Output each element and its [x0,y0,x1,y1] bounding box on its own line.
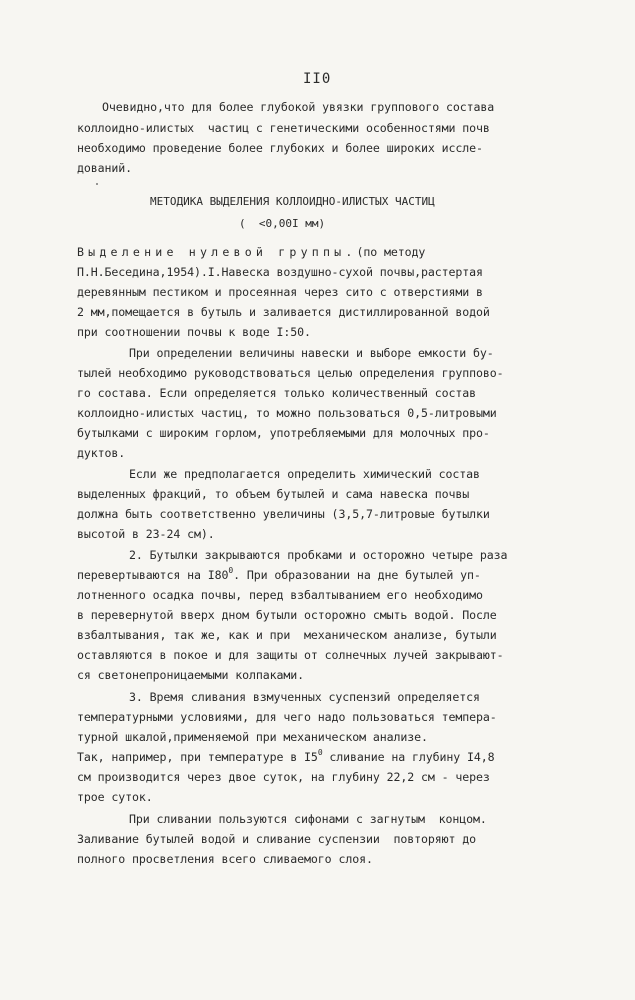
para5-line: трое суток. [77,790,153,804]
section1-line: деревянным пестиком и просеянная через сито с отверстиями в [77,285,483,299]
spaced-lead: Выделение нулевой группы. [77,245,357,259]
section1-line: П.Н.Беседина,1954).I.Навеска воздушно-сухой почвы,растертая [77,265,483,279]
degree-superscript: 0 [228,566,234,575]
stray-mark [96,183,98,185]
para5-line [77,750,495,764]
para4-line: лотненного осадка почвы, перед взбалтыванием его необходимо [77,588,483,602]
para4-line: оставляются в покое и для защиты от солнечных лучей закрывают- [77,648,504,662]
intro-line: Очевидно,что для более глубокой увязки группового состава [102,100,495,114]
lead-continuation: (по методу [356,245,426,259]
section-heading: МЕТОДИКА ВЫДЕЛЕНИЯ КОЛЛОИДНО-ИЛИСТЫХ ЧАСТИЦ [150,195,435,208]
para4-line: в перевернутой вверх дном бутыли осторожно смыть водой. После [77,608,497,622]
para2-line: дуктов. [77,446,126,460]
para4-line [77,568,481,582]
intro-line: необходимо проведение более глубоких и более широких иссле- [77,141,483,155]
para4-line: 2. Бутылки закрываются пробками и осторожно четыре раза [129,548,508,562]
para4-text-b: . При образовании на дне бутылей уп- [233,568,481,582]
para5-text-b: сливание на глубину I4,8 [322,750,495,764]
intro-line: дований. [77,161,133,175]
section-subheading: ( <0,00I мм) [239,217,326,230]
para5-line: турной шкалой,применяемой при механическом анализе. [77,730,428,744]
intro-line: коллоидно-илистых частиц с генетическими особенностями почв [77,121,490,135]
para4-text-a: перевертываются на I80 [77,568,229,582]
para5-text-a: Так, например, при температуре в I5 [77,750,318,764]
para2-line: При определении величины навески и выборе емкости бу- [129,346,494,360]
para3-line: выделенных фракций, то объем бутылей и сама навеска почвы [77,487,470,501]
section1-first-line [77,245,425,259]
para5-line: см производится через двое суток, на глубину 22,2 см - через [77,770,490,784]
degree-superscript: 0 [317,748,323,757]
para6-line: Заливание бутылей водой и сливание суспензии повторяют до [77,832,477,846]
para2-line: коллоидно-илистых частиц, то можно пользоваться 0,5-литровыми [77,406,497,420]
page-number: II0 [303,71,332,87]
para2-line: го состава. Если определяется только количественный состав [77,386,477,400]
para5-line: 3. Время сливания взмученных суспензий определяется [129,690,480,704]
section1-line: при соотношении почвы к воде I:50. [77,325,311,339]
para2-line: бутылками с широким горлом, употребляемыми для молочных про- [77,426,490,440]
para3-line: должна быть соответственно увеличины (3,5,7-литровые бутылки [77,507,490,521]
para4-line: ся светонепроницаемыми колпаками. [77,668,305,682]
para3-line: высотой в 23-24 см). [77,527,215,541]
section1-line: 2 мм,помещается в бутыль и заливается дистиллированной водой [77,305,490,319]
para2-line: тылей необходимо руководствоваться целью определения группово- [77,366,504,380]
para4-line: взбалтывания, так же, как и при механическом анализе, бутыли [77,628,497,642]
para3-line: Если же предполагается определить химический состав [129,467,480,481]
para6-line: полного просветления всего сливаемого слоя. [77,852,373,866]
para6-line: При сливании пользуются сифонами с загнутым концом. [129,812,487,826]
para5-line: температурными условиями, для чего надо пользоваться темпера- [77,710,497,724]
